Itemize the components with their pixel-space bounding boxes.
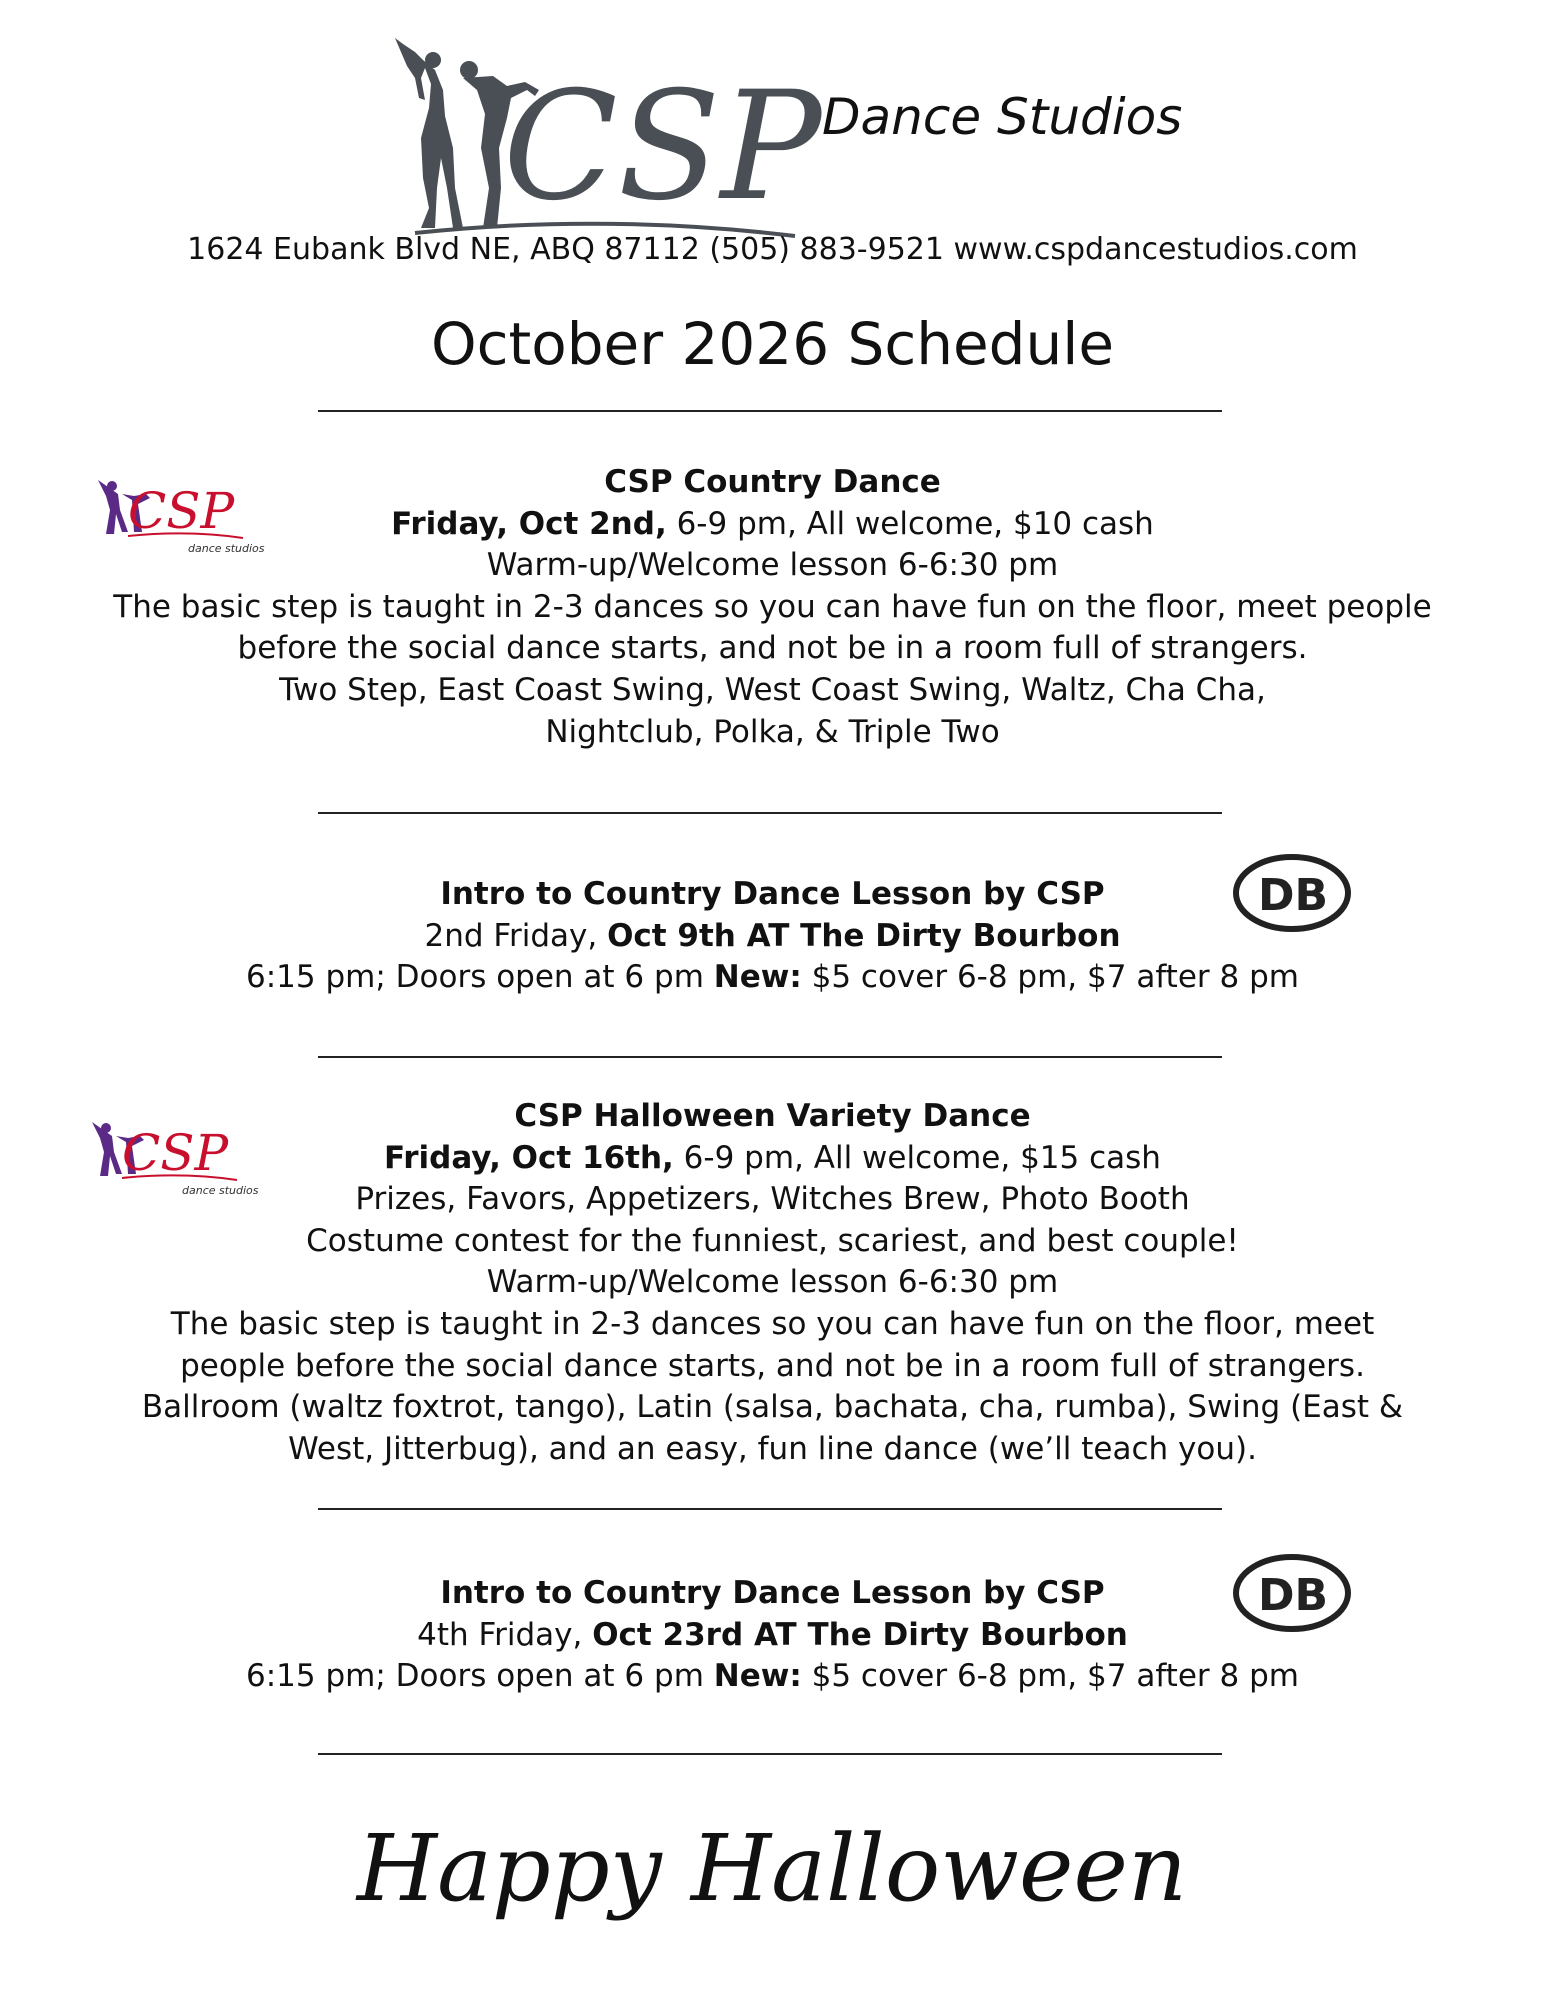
event-title: CSP Country Dance bbox=[604, 464, 941, 500]
event-line: Prizes, Favors, Appetizers, Witches Brew, Photo Booth bbox=[355, 1181, 1190, 1218]
event-intro-lesson-2 bbox=[0, 1573, 1545, 1698]
svg-text:Happy Halloween: Happy Halloween bbox=[356, 1815, 1188, 1922]
event-date: 4th Friday, Oct 23rd AT The Dirty Bourbon bbox=[417, 1616, 1128, 1653]
studio-name: Dance Studios bbox=[822, 88, 1183, 146]
event-halloween-dance bbox=[0, 1096, 1545, 1470]
event-title: Intro to Country Dance Lesson by CSP bbox=[440, 876, 1105, 912]
svg-text:DB: DB bbox=[1258, 1570, 1329, 1621]
event-line: Warm-up/Welcome lesson 6-6:30 pm bbox=[486, 547, 1059, 584]
event-intro-lesson-1 bbox=[0, 874, 1545, 999]
event-time: 6:15 pm; Doors open at 6 pm New: $5 cover 6-8 pm, $7 after 8 pm bbox=[246, 959, 1299, 996]
event-date: 2nd Friday, Oct 9th AT The Dirty Bourbon bbox=[424, 917, 1121, 954]
event-date: Friday, Oct 16th, 6-9 pm, All welcome, $15 cash bbox=[384, 1139, 1161, 1176]
event-line: Ballroom (waltz foxtrot, tango), Latin (salsa, bachata, cha, rumba), Swing (East & bbox=[141, 1389, 1404, 1426]
event-line: Warm-up/Welcome lesson 6-6:30 pm bbox=[486, 1264, 1059, 1301]
studio-address: 1624 Eubank Blvd NE, ABQ 87112 (505) 883-9521 www.cspdancestudios.com bbox=[187, 232, 1358, 267]
event-line: before the social dance starts, and not be in a room full of strangers. bbox=[237, 630, 1308, 667]
event-line: people before the social dance starts, and not be in a room full of strangers. bbox=[180, 1347, 1365, 1384]
svg-text:dance studios: dance studios bbox=[188, 542, 265, 555]
event-date: Friday, Oct 2nd, 6-9 pm, All welcome, $10 cash bbox=[391, 505, 1154, 542]
divider bbox=[318, 1508, 1222, 1510]
event-line: Nightclub, Polka, & Triple Two bbox=[545, 713, 1000, 750]
happy-halloween-signoff bbox=[0, 1805, 1545, 1935]
csp-main-logo bbox=[385, 38, 822, 238]
event-line: Costume contest for the funniest, scariest, and best couple! bbox=[306, 1222, 1239, 1259]
divider bbox=[318, 410, 1222, 412]
svg-text:CSP: CSP bbox=[128, 482, 235, 540]
divider bbox=[318, 1056, 1222, 1058]
divider bbox=[318, 812, 1222, 814]
event-title: Intro to Country Dance Lesson by CSP bbox=[440, 1575, 1105, 1611]
main-logo-text: CSP bbox=[503, 60, 822, 234]
event-country-dance bbox=[0, 462, 1545, 753]
svg-text:DB: DB bbox=[1258, 870, 1329, 921]
event-line: The basic step is taught in 2-3 dances so you can have fun on the floor, meet bbox=[170, 1305, 1375, 1342]
event-line: Two Step, East Coast Swing, West Coast Swing, Waltz, Cha Cha, bbox=[279, 671, 1266, 708]
svg-text:dance studios: dance studios bbox=[182, 1184, 259, 1197]
event-title: CSP Halloween Variety Dance bbox=[514, 1098, 1031, 1134]
event-line: The basic step is taught in 2-3 dances so you can have fun on the floor, meet people bbox=[113, 588, 1432, 625]
event-time: 6:15 pm; Doors open at 6 pm New: $5 cover 6-8 pm, $7 after 8 pm bbox=[246, 1658, 1299, 1695]
svg-text:CSP: CSP bbox=[122, 1124, 229, 1182]
event-line: West, Jitterbug), and an easy, fun line dance (we’ll teach you). bbox=[288, 1430, 1257, 1467]
divider bbox=[318, 1753, 1222, 1755]
schedule-title: October 2026 Schedule bbox=[430, 310, 1115, 378]
